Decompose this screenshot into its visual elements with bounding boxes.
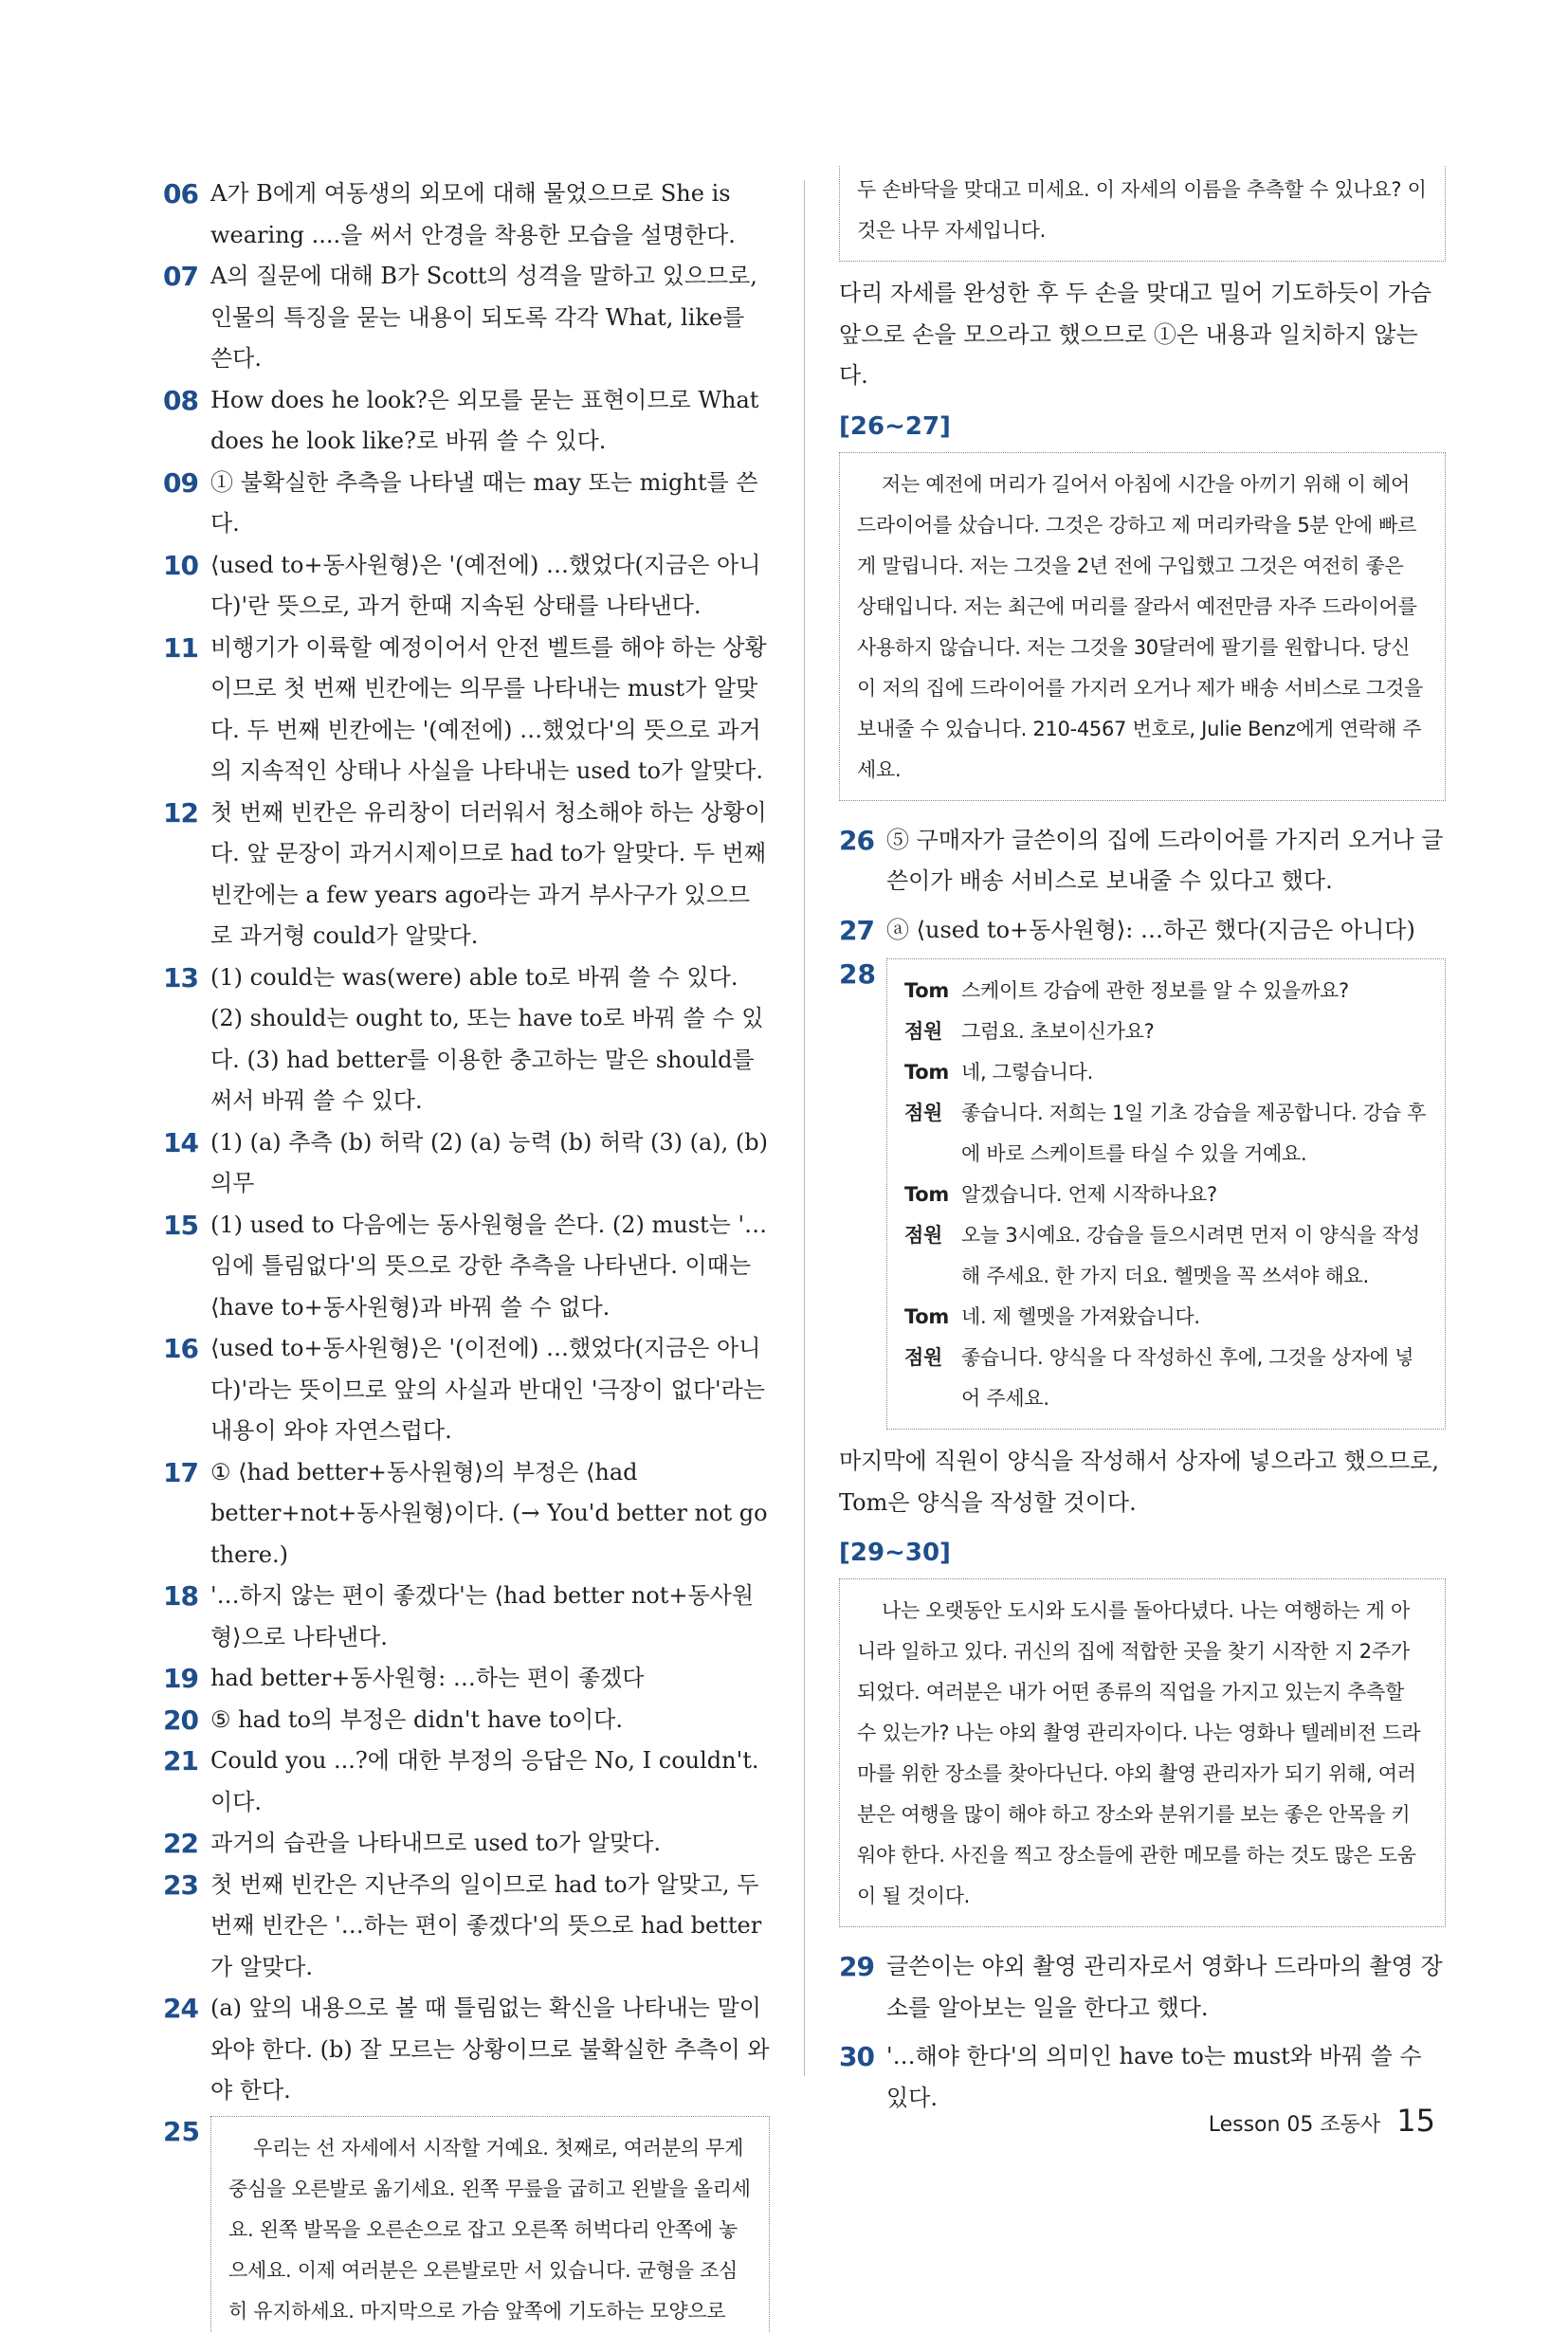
answer-item <box>163 793 770 957</box>
answer-item <box>163 1823 770 1865</box>
answer-number: 20 <box>163 1704 198 1736</box>
answer-number: 08 <box>163 384 198 416</box>
dialog-text: 네. 제 헬멧을 가져왔습니다. <box>961 1305 1200 1328</box>
answer-text: 첫 번째 빈칸은 유리창이 더러워서 청소해야 하는 상황이다. 앞 문장이 과거시제이므로 had to가 알맞다. 두 번째 빈칸에는 a few years ago라는 과거 부사구가 있으므로 과거형 could가 알맞다. <box>210 798 767 949</box>
answer-number: 17 <box>163 1456 198 1488</box>
page-number: 15 <box>1396 2103 1435 2139</box>
dialog-line <box>904 971 1428 1011</box>
answer-number: 19 <box>163 1663 198 1694</box>
answer-number: 11 <box>163 631 198 664</box>
dialog-text: 네, 그렇습니다. <box>961 1061 1094 1084</box>
dialog-text: 알겠습니다. 언제 시작하나요? <box>961 1183 1217 1206</box>
lesson-label: Lesson 05 조동사 <box>1208 2113 1381 2137</box>
answer-item <box>163 1576 770 1658</box>
answer-item <box>163 1658 770 1700</box>
answer-number: 22 <box>163 1828 198 1859</box>
dialog-line <box>904 1011 1428 1052</box>
dialog-box <box>886 958 1446 1430</box>
answer-text: ⟨used to+동사원형⟩은 '(이전에) …했었다(지금은 아니다)'라는 뜻이므로 앞의 사실과 반대인 '극장이 없다'라는 내용이 와야 자연스럽다. <box>210 1335 765 1444</box>
answer-item <box>163 957 770 1122</box>
answer-number: 27 <box>839 914 874 946</box>
answer-item <box>163 463 770 545</box>
dialog-line <box>904 1052 1428 1093</box>
dialog-text: 그럼요. 초보이신가요? <box>961 1020 1155 1043</box>
answer-item <box>163 380 770 463</box>
answer-item <box>839 1946 1446 2029</box>
answer-number: 10 <box>163 549 198 581</box>
explanation: 마지막에 직원이 양식을 작성해서 상자에 넣으라고 했으므로, Tom은 양식을 작성할 것이다. <box>839 1448 1440 1516</box>
answer-text: 비행기가 이륙할 예정이어서 안전 벨트를 해야 하는 상황이므로 첫 번째 빈칸에는 의무를 나타내는 must가 알맞다. 두 번째 빈칸에는 '(예전에) …했었다'의 뜻으로 과거의 지속적인 상태나 사실을 나타내는 used to가 알맞다. <box>210 633 767 784</box>
answer-number: 14 <box>163 1126 198 1158</box>
column-divider <box>804 180 805 2076</box>
answer-number: 18 <box>163 1580 198 1612</box>
answer-number: 28 <box>839 958 876 990</box>
answer-item <box>163 256 770 380</box>
section-heading: [29~30] <box>839 1539 951 1567</box>
answer-item <box>839 958 1446 1430</box>
section-heading: [26~27] <box>839 411 951 441</box>
dialog-text: 스케이트 강습에 관한 정보를 알 수 있을까요? <box>961 979 1349 1002</box>
dialog-speaker: 점원 <box>904 1224 942 1247</box>
answer-text: How does he look?은 외모를 묻는 표현이므로 What does he look like?로 바꿔 쓸 수 있다. <box>210 386 759 454</box>
answer-item <box>163 1122 770 1205</box>
answer-text: ⑤ 구매자가 글쓴이의 집에 드라이어를 가지러 오거나 글쓴이가 배송 서비스로 보내줄 수 있다고 했다. <box>886 826 1444 894</box>
answer-text: '…해야 한다'의 의미인 have to는 must와 바꿔 쓸 수 있다. <box>886 2043 1422 2111</box>
dialog-speaker: Tom <box>904 1183 949 1206</box>
answer-text: Could you ...?에 대한 부정의 응답은 No, I couldn't.이다. <box>210 1747 759 1815</box>
answer-number: 23 <box>163 1868 198 1901</box>
passage-text: 우리는 선 자세에서 시작할 거예요. 첫째로, 여러분의 무게 중심을 오른발로 옮기세요. 왼쪽 무릎을 굽히고 왼발을 올리세요. 왼쪽 발목을 오른손으로 잡고 오른쪽 허벅다리 안쪽에 놓으세요. 이제 여러분은 오른발로만 서 있습니다. 균형을 조심히 유지하세요. 마지막으로 가슴 앞쪽에 기도하는 모양으로 <box>228 2136 751 2323</box>
explanation: 다리 자세를 완성한 후 두 손을 맞대고 밀어 기도하듯이 가슴 앞으로 손을 모으라고 했으므로 ①은 내용과 일치하지 않는다. <box>839 280 1432 389</box>
passage-box <box>839 452 1446 801</box>
dialog-text: 좋습니다. 저희는 1일 기초 강습을 제공합니다. 강습 후에 바로 스케이트를 타실 수 있을 거예요. <box>961 1102 1427 1165</box>
answer-text: (1) (a) 추측 (b) 허락 (2) (a) 능력 (b) 허락 (3) (a), (b) 의무 <box>210 1128 769 1196</box>
answer-text: had better+동사원형: …하는 편이 좋겠다 <box>210 1665 645 1691</box>
answer-text: A가 B에게 여동생의 외모에 대해 물었으므로 She is wearing ....을 써서 안경을 착용한 모습을 설명한다. <box>210 180 736 248</box>
passage-box <box>210 2116 770 2332</box>
answer-number: 09 <box>163 466 198 499</box>
answer-text: ① 불확실한 추측을 나타낼 때는 may 또는 might를 쓴다. <box>210 468 758 537</box>
answer-text: '…하지 않는 편이 좋겠다'는 ⟨had better not+동사원형⟩으로 나타낸다. <box>210 1582 755 1650</box>
answer-text: ⓐ ⟨used to+동사원형⟩: …하곤 했다(지금은 아니다) <box>886 916 1415 943</box>
answer-text: 과거의 습관을 나타내므로 used to가 알맞다. <box>210 1830 661 1856</box>
answer-item <box>163 1700 770 1741</box>
answer-item <box>163 2116 770 2332</box>
answer-item <box>163 173 770 256</box>
answer-item <box>163 1865 770 1989</box>
passage-box <box>839 1578 1446 1927</box>
answer-number: 13 <box>163 961 198 993</box>
dialog-speaker: Tom <box>904 1305 949 1328</box>
answer-item <box>163 1452 770 1576</box>
dialog-line <box>904 1297 1428 1338</box>
page-footer <box>1209 2103 1435 2139</box>
left-column <box>163 173 770 2351</box>
dialog-line <box>904 1215 1428 1297</box>
answer-number: 24 <box>163 1993 198 2024</box>
answer-number: 06 <box>163 178 198 210</box>
answer-text: 글쓴이는 야외 촬영 관리자로서 영화나 드라마의 촬영 장소를 알아보는 일을 한다고 했다. <box>886 1953 1443 2021</box>
answer-number: 30 <box>839 2041 874 2072</box>
dialog-speaker: Tom <box>904 1061 949 1084</box>
passage-text: 나는 오랫동안 도시와 도시를 돌아다녔다. 나는 여행하는 게 아니라 일하고 있다. 귀신의 집에 적합한 곳을 찾기 시작한 지 2주가 되었다. 여러분은 내가 어떤 종류의 직업을 가지고 있는지 추측할 수 있는가? 나는 야외 촬영 관리자이다. 나는 영화나 텔레비전 드라마를 위한 장소를 찾아다닌다. 야외 촬영 관리자가 되기 위해, 여러분은 여행을 많이 해야 하고 장소와 분위기를 보는 좋은 안목을 키워야 한다. 사진을 찍고 장소들에 관한 메모를 하는 것도 많은 도움이 될 것이다. <box>857 1599 1421 1907</box>
dialog-speaker: 점원 <box>904 1346 942 1369</box>
answer-item <box>163 1988 770 2112</box>
answer-item <box>163 1328 770 1452</box>
answer-number: 12 <box>163 796 198 829</box>
answer-text: 첫 번째 빈칸은 지난주의 일이므로 had to가 알맞고, 두 번째 빈칸은 '…하는 편이 좋겠다'의 뜻으로 had better가 알맞다. <box>210 1870 762 1980</box>
answer-text: (1) used to 다음에는 동사원형을 쓴다. (2) must는 '…임에 틀림없다'의 뜻으로 강한 추측을 나타낸다. 이때는 ⟨have to+동사원형⟩과 바꿔 쓸 수 없다. <box>210 1211 768 1321</box>
answer-item <box>163 1740 770 1823</box>
dialog-text: 좋습니다. 양식을 다 작성하신 후에, 그것을 상자에 넣어 주세요. <box>961 1346 1414 1410</box>
answer-number: 29 <box>839 1951 874 1982</box>
answer-item <box>163 628 770 793</box>
answer-number: 21 <box>163 1745 198 1777</box>
answer-item <box>839 910 1446 952</box>
right-column <box>839 173 1446 2119</box>
answer-number: 26 <box>839 824 874 856</box>
answer-number: 15 <box>163 1209 198 1241</box>
dialog-text: 오늘 3시예요. 강습을 들으시려면 먼저 이 양식을 작성해 주세요. 한 가지 더요. 헬멧을 꼭 쓰셔야 해요. <box>961 1224 1420 1287</box>
dialog-line <box>904 1175 1428 1215</box>
answer-text: A의 질문에 대해 B가 Scott의 성격을 말하고 있으므로, 인물의 특징을 묻는 내용이 되도록 각각 What, like를 쓴다. <box>210 263 757 372</box>
answer-item <box>839 820 1446 902</box>
dialog-line <box>904 1338 1428 1419</box>
passage-box-continued <box>839 166 1446 262</box>
dialog-speaker: 점원 <box>904 1102 942 1124</box>
answer-item <box>163 545 770 628</box>
dialog-speaker: 점원 <box>904 1020 942 1043</box>
dialog-line <box>904 1093 1428 1175</box>
answer-number: 25 <box>163 2115 200 2147</box>
answer-number: 07 <box>163 261 198 292</box>
passage-text: 두 손바닥을 맞대고 미세요. 이 자세의 이름을 추측할 수 있나요? 이것은 나무 자세입니다. <box>857 178 1427 242</box>
answer-text: ⑤ had to의 부정은 didn't have to이다. <box>210 1705 623 1733</box>
dialog-speaker: Tom <box>904 979 949 1002</box>
answer-list <box>163 173 770 2112</box>
answer-text: ① ⟨had better+동사원형⟩의 부정은 ⟨had better+not+동사원형⟩이다. (→ You'd better not go there.) <box>210 1458 768 1568</box>
answer-text: (a) 앞의 내용으로 볼 때 틀림없는 확신을 나타내는 말이 와야 한다. (b) 잘 모르는 상황이므로 불확실한 추측이 와야 한다. <box>210 1995 770 2104</box>
passage-text: 저는 예전에 머리가 길어서 아침에 시간을 아끼기 위해 이 헤어드라이어를 샀습니다. 그것은 강하고 제 머리카락을 5분 안에 빠르게 말립니다. 저는 그것을 2년 전에 구입했고 그것은 여전히 좋은 상태입니다. 저는 최근에 머리를 잘라서 예전만큼 자주 드라이어를 사용하지 않습니다. 저는 그것을 30달러에 팔기를 원합니다. 당신이 저의 집에 드라이어를 가지러 오거나 제가 배송 서비스로 그것을 보내줄 수 있습니다. 210-4567 번호로, Julie Benz에게 연락해 주세요. <box>857 472 1423 781</box>
answer-number: 16 <box>163 1333 198 1364</box>
answer-text: ⟨used to+동사원형⟩은 '(예전에) …했었다(지금은 아니다)'란 뜻으로, 과거 한때 지속된 상태를 나타낸다. <box>210 551 761 619</box>
answer-text: (1) could는 was(were) able to로 바꿔 쓸 수 있다. (2) should는 ought to, 또는 have to로 바꿔 쓸 수 있다. (3) had better를 이용한 충고하는 말은 should를 써서 바꿔 쓸 수 있다. <box>210 963 764 1114</box>
answer-item <box>163 1205 770 1329</box>
